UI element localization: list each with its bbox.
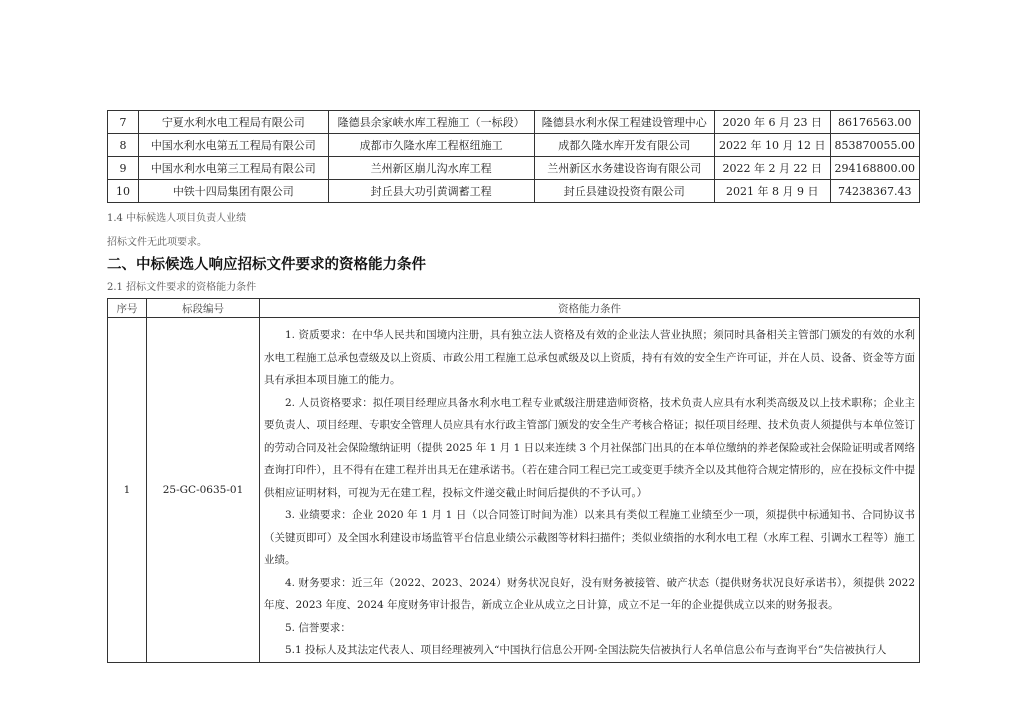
section-2-1-subheading: 2.1 招标文件要求的资格能力条件 [107,282,257,293]
table-row [108,157,920,180]
contract-amount: 853870055.00 [830,134,919,157]
award-date: 2022 年 10 月 12 日 [715,134,831,157]
header-no: 序号 [108,299,147,318]
owner-name: 成都久隆水库开发有限公司 [534,134,714,157]
section-1-4-text: 招标文件无此项要求。 [107,237,207,248]
condition-paragraph: 3. 业绩要求：企业 2020 年 1 月 1 日（以合同签订时间为准）以来具有类似工程施工业绩至少一项，须提供中标通知书、合同协议书（关键页即可）及全国水利建设市场监管平台信息业绩公示截图等材料扫描件；类似业绩指的水利水电工程（水库工程、引调水工程等）施工业绩。 [264,509,915,566]
contract-amount: 294168800.00 [830,157,919,180]
row-no: 8 [108,134,139,157]
contract-amount: 86176563.00 [830,111,919,134]
table-row [108,318,920,663]
section-1-4-title: 1.4 中标候选人项目负责人业绩 [107,213,247,224]
winner-name: 中国水利水电第五工程局有限公司 [138,134,328,157]
project-name: 封丘县大功引黄调蓄工程 [328,180,534,203]
qualification-table-header [108,299,920,318]
table-row [108,180,920,203]
condition-paragraph: 1. 资质要求：在中华人民共和国境内注册，具有独立法人资格及有效的企业法人营业执照；须同时具备相关主管部门颁发的有效的水利水电工程施工总承包壹级及以上资质、市政公用工程施工总承包贰级及以上资质，持有有效的安全生产许可证，并在人员、设备、资金等方面具有承担本项目施工的能力。 [264,329,915,386]
award-date: 2022 年 2 月 22 日 [715,157,831,180]
row-no: 9 [108,157,139,180]
section-2-heading: 二、中标候选人响应招标文件要求的资格能力条件 [107,257,426,273]
condition-paragraph: 5. 信誉要求： [285,621,351,634]
row-section-code: 25-GC-0635-01 [147,318,260,663]
winner-name: 中国水利水电第三工程局有限公司 [138,157,328,180]
condition-paragraph: 4. 财务要求：近三年（2022、2023、2024）财务状况良好，没有财务被接管、破产状态（提供财务状况良好承诺书），须提供 2022 年度、2023 年度、2024 年度财务审计报告，新成立企业从成立之日计算，成立不足一年的企业提供成立以来的财务报表。 [264,576,915,611]
award-date: 2021 年 8 月 9 日 [715,180,831,203]
owner-name: 封丘县建设投资有限公司 [534,180,714,203]
project-name: 隆德县余家峡水库工程施工（一标段） [328,111,534,134]
owner-name: 兰州新区水务建设咨询有限公司 [534,157,714,180]
project-name: 兰州新区崩儿沟水库工程 [328,157,534,180]
row-no: 7 [108,111,139,134]
winner-name: 中铁十四局集团有限公司 [138,180,328,203]
table-row [108,134,920,157]
condition-paragraph: 5.1 投标人及其法定代表人、项目经理被列入“中国执行信息公开网-全国法院失信被执行人名单信息公布与查询平台”失信被执行人 [285,644,887,656]
header-conditions: 资格能力条件 [260,299,920,318]
condition-paragraph: 2. 人员资格要求：拟任项目经理应具备水利水电工程专业贰级注册建造师资格，技术负责人应具有水利类高级及以上技术职称；企业主要负责人、项目经理、专职安全管理人员应具有水行政主管部门颁发的安全生产考核合格证；拟任项目经理、技术负责人须提供与本单位签订的劳动合同及社会保险缴纳证明（提供 2025 年 1 月 1 日以来连续 3 个月社保部门出具的在本单位缴纳的养老保险或社会保险证明或者网络查询打印件），且不得有在建工程并出具无在建承诺书。（若在建合同工程已完工或变更手续齐全以及其他符合规定情形的，应在投标文件中提供相应证明材料，可视为无在建工程，投标文件递交截止时间后提供的不予认可。） [264,396,915,499]
header-section-code: 标段编号 [147,299,260,318]
project-name: 成都市久隆水库工程枢纽施工 [328,134,534,157]
row-no: 10 [108,180,139,203]
winner-name: 宁夏水利水电工程局有限公司 [138,111,328,134]
table-row [108,111,920,134]
owner-name: 隆德县水利水保工程建设管理中心 [534,111,714,134]
conditions-cell [260,318,920,663]
row-no: 1 [108,318,147,663]
contract-amount: 74238367.43 [830,180,919,203]
qualification-table [107,298,920,663]
award-date: 2020 年 6 月 23 日 [715,111,831,134]
performance-table [107,110,920,203]
